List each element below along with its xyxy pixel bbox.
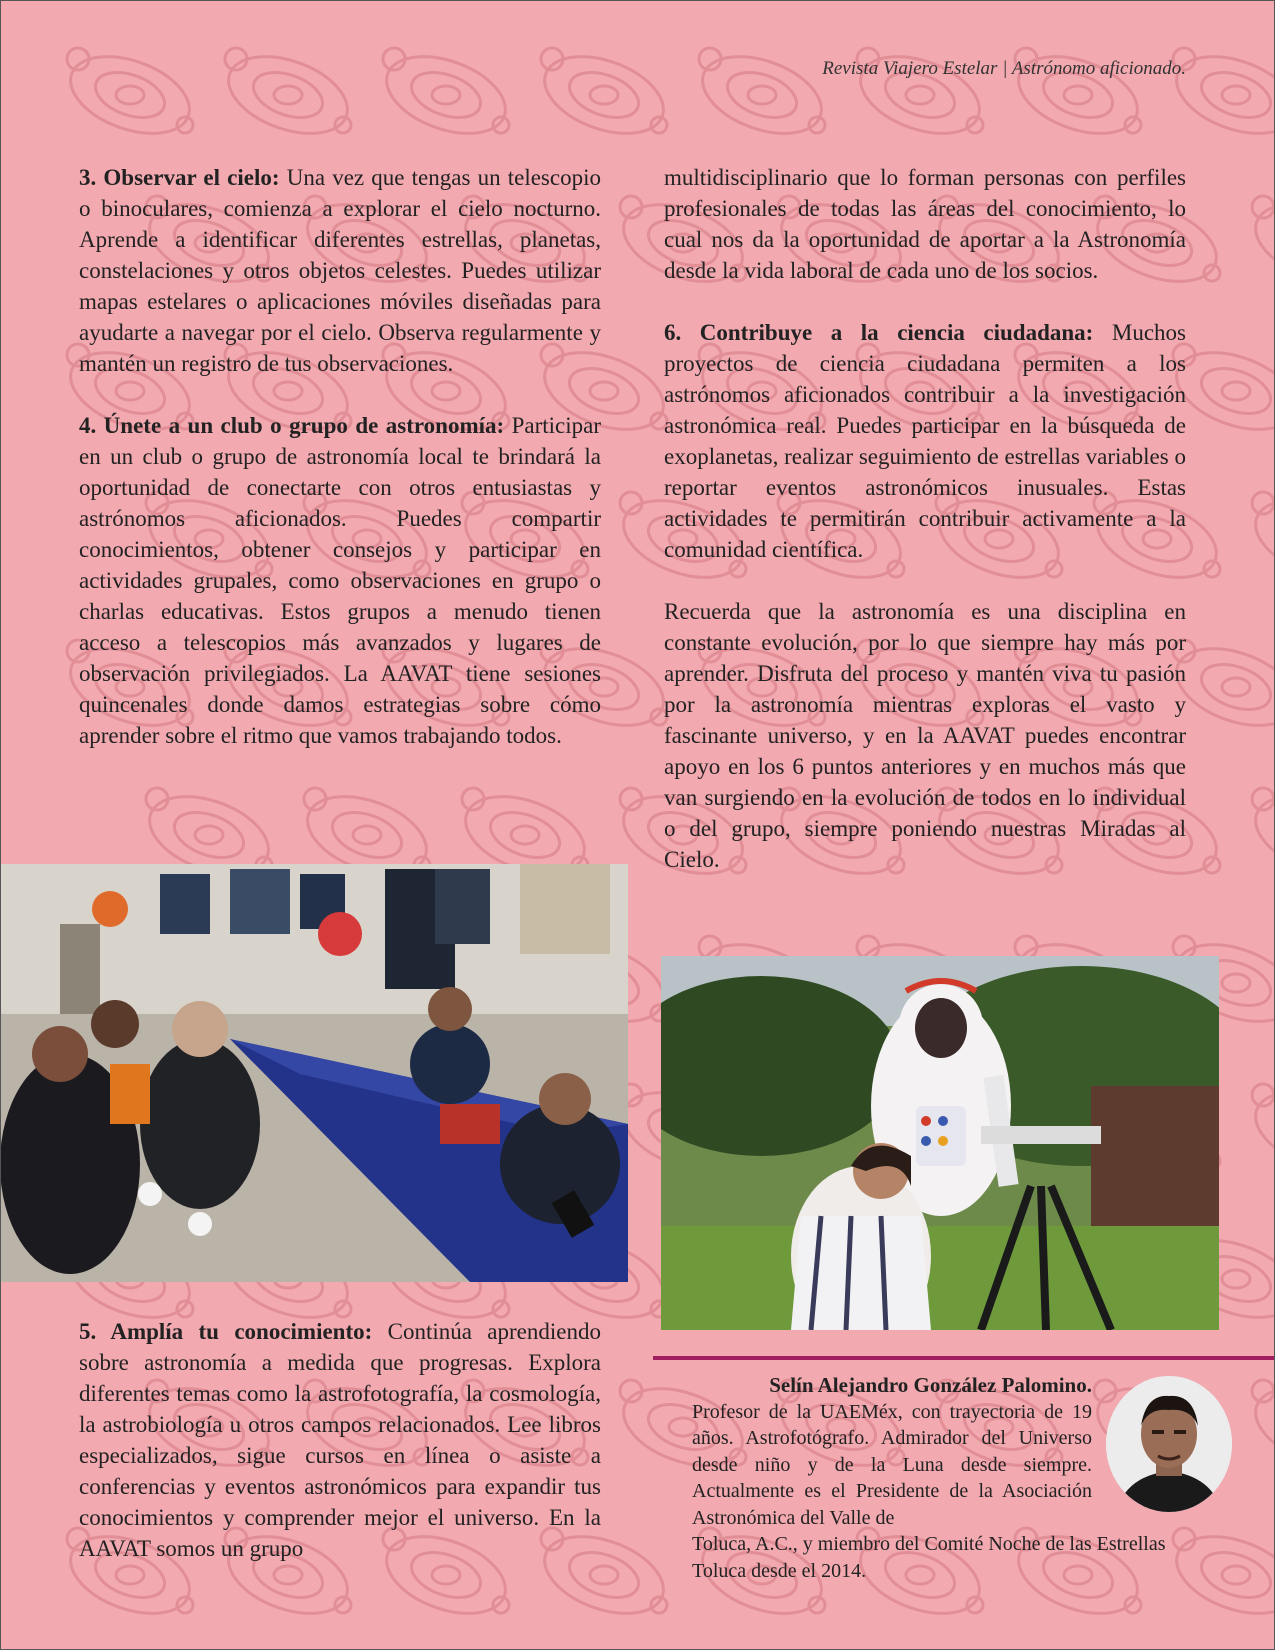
section-6-paragraph xyxy=(664,317,1186,565)
orbit-motif xyxy=(218,42,358,148)
astronaut-telescope-photo xyxy=(661,956,1219,1330)
section-6-heading: 6. Contribuye a la ciencia ciudadana: xyxy=(664,320,1094,345)
orbit-motif xyxy=(376,42,516,148)
author-bio-text: Profesor de la UAEMéx, con trayectoria de 19 años. Astrofotógrafo. Admirador del Universo desde niño y de la Luna desde siempre. Actualmente es el Presidente de la Asociación Astronómica del Valle de xyxy=(692,1400,1092,1529)
section-4-paragraph xyxy=(79,410,601,751)
section-5-body: Continúa aprendiendo sobre astronomía a medida que progresas. Explora diferentes temas como la astrofotografía, la cosmología, la astrobiología u otros campos relacionados. Lee libros especializados, sigue cursos en línea o asiste a conferencias y eventos astronómicos para expandir tus conocimientos y comprender mejor el universo. En la AAVAT somos un grupo xyxy=(79,1319,601,1561)
author-name: Selín Alejandro González Palomino. xyxy=(769,1373,1092,1397)
author-bio-tail-2: Toluca desde el 2014. xyxy=(692,1559,867,1582)
club-meeting-photo xyxy=(0,864,628,1282)
author-bio xyxy=(692,1372,1166,1584)
section-3-body: Una vez que tengas un telescopio o binoculares, comienza a explorar el cielo nocturno. Aprende a identificar diferentes estrellas, planetas, constelaciones y otros objetos celestes. Puedes utilizar mapas estelares o aplicaciones móviles diseñadas para ayudarte a navegar por el cielo. Observa regularmente y mantén un registro de tus observaciones. xyxy=(79,165,601,376)
author-section-divider xyxy=(653,1356,1275,1360)
section-5-heading: 5. Amplía tu conocimiento: xyxy=(79,1319,373,1344)
section-6-body: Muchos proyectos de ciencia ciudadana permiten a los astrónomos aficionados contribuir a la investigación astronómica real. Puedes participar en la búsqueda de exoplanetas, realizar seguimiento de estrellas variables o reportar eventos astronómicos inusuales. Estas actividades te permitirán contribuir activamente a la comunidad científica. xyxy=(664,320,1186,562)
orbit-motif xyxy=(1245,486,1275,592)
orbit-motif xyxy=(1245,782,1275,888)
orbit-motif xyxy=(60,42,200,148)
section-3-heading: 3. Observar el cielo: xyxy=(79,165,280,190)
continuation-paragraph: multidisciplinario que lo forman personas con perfiles profesionales de todas las áreas del conocimiento, lo cual nos da la oportunidad de aportar a la Astronomía desde la vida laboral de cada uno de los socios. xyxy=(664,165,1186,283)
section-4-heading: 4. Únete a un club o grupo de astronomía: xyxy=(79,413,505,438)
author-avatar xyxy=(1106,1376,1232,1512)
left-column-bottom xyxy=(79,1316,601,1564)
running-header: Revista Viajero Estelar | Astrónomo aficionado. xyxy=(822,58,1186,79)
orbit-motif xyxy=(1245,190,1275,296)
orbit-motif xyxy=(1245,1078,1275,1184)
left-column-top xyxy=(79,162,601,751)
author-bio-tail-1: Toluca, A.C., y miembro del Comité Noche de las Estrellas xyxy=(692,1533,1166,1555)
section-4-body: Participar en un club o grupo de astronomía local te brindará la oportunidad de conectarte con otros entusiastas y astrónomos aficionados. Puedes compartir conocimientos, obtener consejos y participar en actividades grupales, como observaciones en grupo o charlas educativas. Estos grupos a menudo tienen acceso a telescopios más avanzados y lugares de observación privilegiados. La AAVAT tiene sesiones quincenales donde damos estrategias sobre cómo aprender sobre el ritmo que vamos trabajando todos. xyxy=(79,413,602,748)
orbit-motif xyxy=(1245,1374,1275,1480)
section-5-paragraph xyxy=(79,1316,601,1564)
right-column xyxy=(664,162,1186,875)
closing-paragraph: Recuerda que la astronomía es una disciplina en constante evolución, por lo que siempre hay más por aprender. Disfruta del proceso y mantén viva tu pasión por la astronomía mientras exploras el vasto y fascinante universo, y en la AAVAT puedes encontrar apoyo en los 6 puntos anteriores y en muchos más que van surgiendo en la evolución de todos en lo individual o del grupo, siempre poniendo nuestras Miradas al Cielo. xyxy=(664,599,1186,872)
section-3-paragraph xyxy=(79,162,601,379)
